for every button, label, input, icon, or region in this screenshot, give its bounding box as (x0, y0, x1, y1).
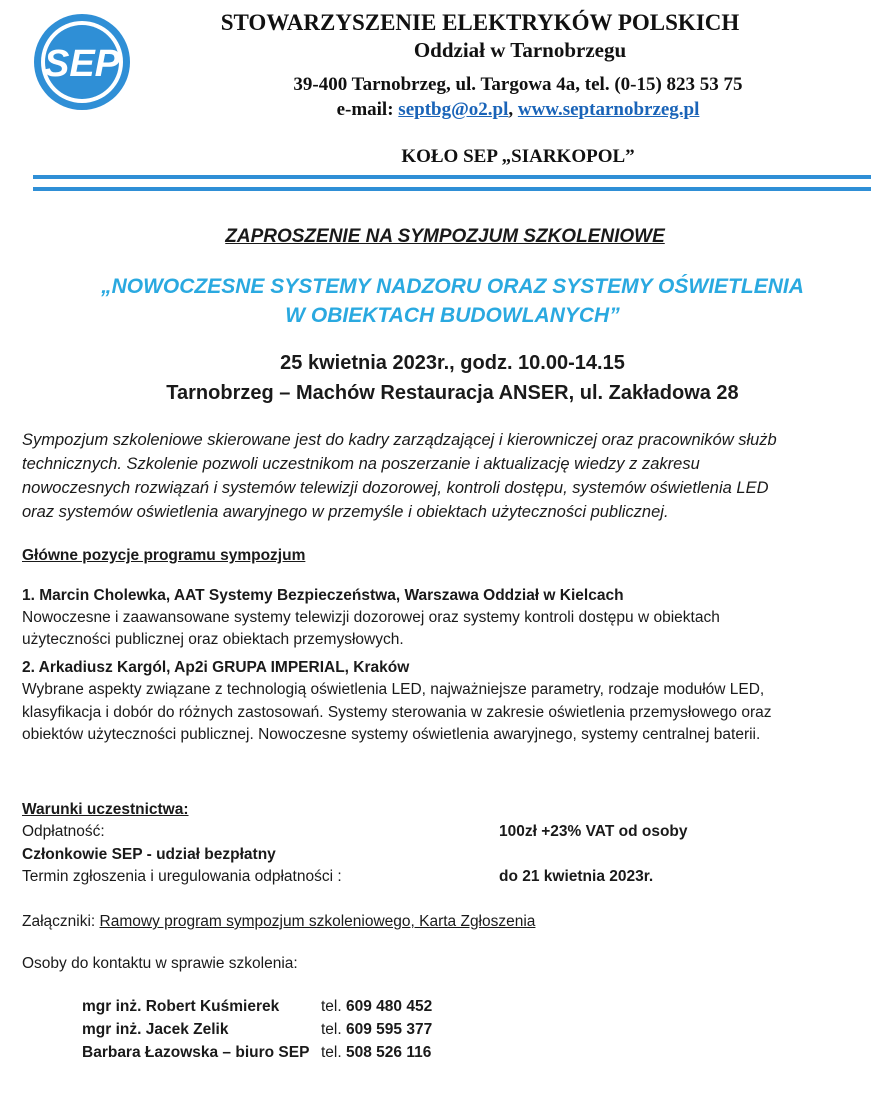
phone-number: 609 595 377 (346, 1021, 433, 1038)
email-link[interactable]: septbg@o2.pl (398, 99, 509, 120)
contact-phone (321, 1042, 431, 1064)
tel-prefix: tel. (321, 1021, 342, 1038)
tel-prefix: tel. (321, 998, 342, 1015)
contact-phone (321, 996, 432, 1018)
contact-name: mgr inż. Jacek Zelik (82, 1021, 229, 1038)
topic-line-2: W OBIEKTACH BUDOWLANYCH” (285, 304, 620, 327)
deadline-value: do 21 kwietnia 2023r. (499, 868, 654, 885)
program-item-2-title: 2. Arkadiusz Kargól, Ap2i GRUPA IMPERIAL, Kraków (22, 659, 410, 676)
program-item-2-line: klasyfikacja i dobór do różnych zastosowań. Systemy sterowania w zakresie oświetlenia przemysłowego oraz (22, 704, 772, 721)
website-link[interactable]: www.septarnobrzeg.pl (517, 99, 700, 120)
sep-logo (32, 12, 132, 112)
circle-name: KOŁO SEP „SIARKOPOL” (401, 146, 635, 167)
program-item-2-line: Wybrane aspekty związane z technologią oświetlenia LED, najważniejsze parametry, rodzaje modułów LED, (22, 681, 765, 698)
address: 39-400 Tarnobrzeg, ul. Targowa 4a, tel. (0-15) 823 53 75 (293, 74, 743, 95)
intro-line: nowoczesnych rozwiązań i systemów telewizji dozorowej, kontroli dostępu, systemów oświetlenia LED (22, 479, 769, 497)
attachments-link[interactable]: Ramowy program sympozjum szkoleniowego, Karta Zgłoszenia (99, 913, 536, 930)
conditions-heading: Warunki uczestnictwa: (22, 801, 189, 818)
deadline-label: Termin zgłoszenia i uregulowania odpłatności : (22, 868, 342, 885)
attachments-label: Załączniki: (22, 913, 96, 930)
intro-line: oraz systemów oświetlenia awaryjnego w przemyśle i obiektach użyteczności publicznej. (22, 503, 669, 521)
phone-number: 609 480 452 (346, 998, 433, 1015)
logo-text: SEP (43, 43, 121, 85)
intro-paragraph (22, 428, 872, 524)
event-place: Tarnobrzeg – Machów Restauracja ANSER, ul. Zakładowa 28 (166, 382, 739, 404)
separator: , (508, 99, 514, 120)
branch-name: Oddział w Tarnobrzegu (413, 38, 627, 62)
email-label: e-mail: (336, 99, 394, 120)
phone-number: 508 526 116 (346, 1044, 432, 1061)
intro-line: Sympozjum szkoleniowe skierowane jest do kadry zarządzającej i kierowniczej oraz pracowników służb (22, 431, 777, 449)
org-name: STOWARZYSZENIE ELEKTRYKÓW POLSKICH (220, 10, 740, 35)
header-divider-bottom (33, 187, 871, 191)
tel-prefix: tel. (321, 1044, 342, 1061)
program-item-2-line: obiektów użyteczności publicznej. Nowoczesne systemy oświetlenia awaryjnego, systemy centralnej baterii. (22, 726, 761, 743)
topic-line-1: „NOWOCZESNE SYSTEMY NADZORU ORAZ SYSTEMY OŚWIETLENIA (101, 275, 804, 298)
contact-name: mgr inż. Robert Kuśmierek (82, 998, 280, 1015)
members-info: Członkowie SEP - udział bezpłatny (22, 846, 276, 863)
program-item-1-line: Nowoczesne i zaawansowane systemy telewizji dozorowej oraz systemy kontroli dostępu w obiektach (22, 609, 720, 626)
contact-line (168, 99, 868, 121)
invitation-title: ZAPROSZENIE NA SYMPOZJUM SZKOLENIOWE (225, 226, 665, 247)
fee-value: 100zł +23% VAT od osoby (499, 823, 688, 840)
attachments (22, 911, 535, 933)
program-heading: Główne pozycje programu sympozjum (22, 547, 306, 564)
intro-line: technicznych. Szkolenie pozwoli uczestnikom na poszerzanie i aktualizację wiedzy z zakresu (22, 455, 700, 473)
contact-phone (321, 1019, 432, 1041)
fee-label: Odpłatność: (22, 823, 105, 840)
contacts-heading: Osoby do kontaktu w sprawie szkolenia: (22, 955, 298, 972)
contact-name: Barbara Łazowska – biuro SEP (82, 1044, 310, 1061)
program-item-1-line: użyteczności publicznej oraz obiektach przemysłowych. (22, 631, 404, 648)
event-date: 25 kwietnia 2023r., godz. 10.00-14.15 (280, 352, 625, 374)
header-divider-top (33, 175, 871, 179)
program-item-1-title: 1. Marcin Cholewka, AAT Systemy Bezpieczeństwa, Warszawa Oddział w Kielcach (22, 587, 624, 604)
